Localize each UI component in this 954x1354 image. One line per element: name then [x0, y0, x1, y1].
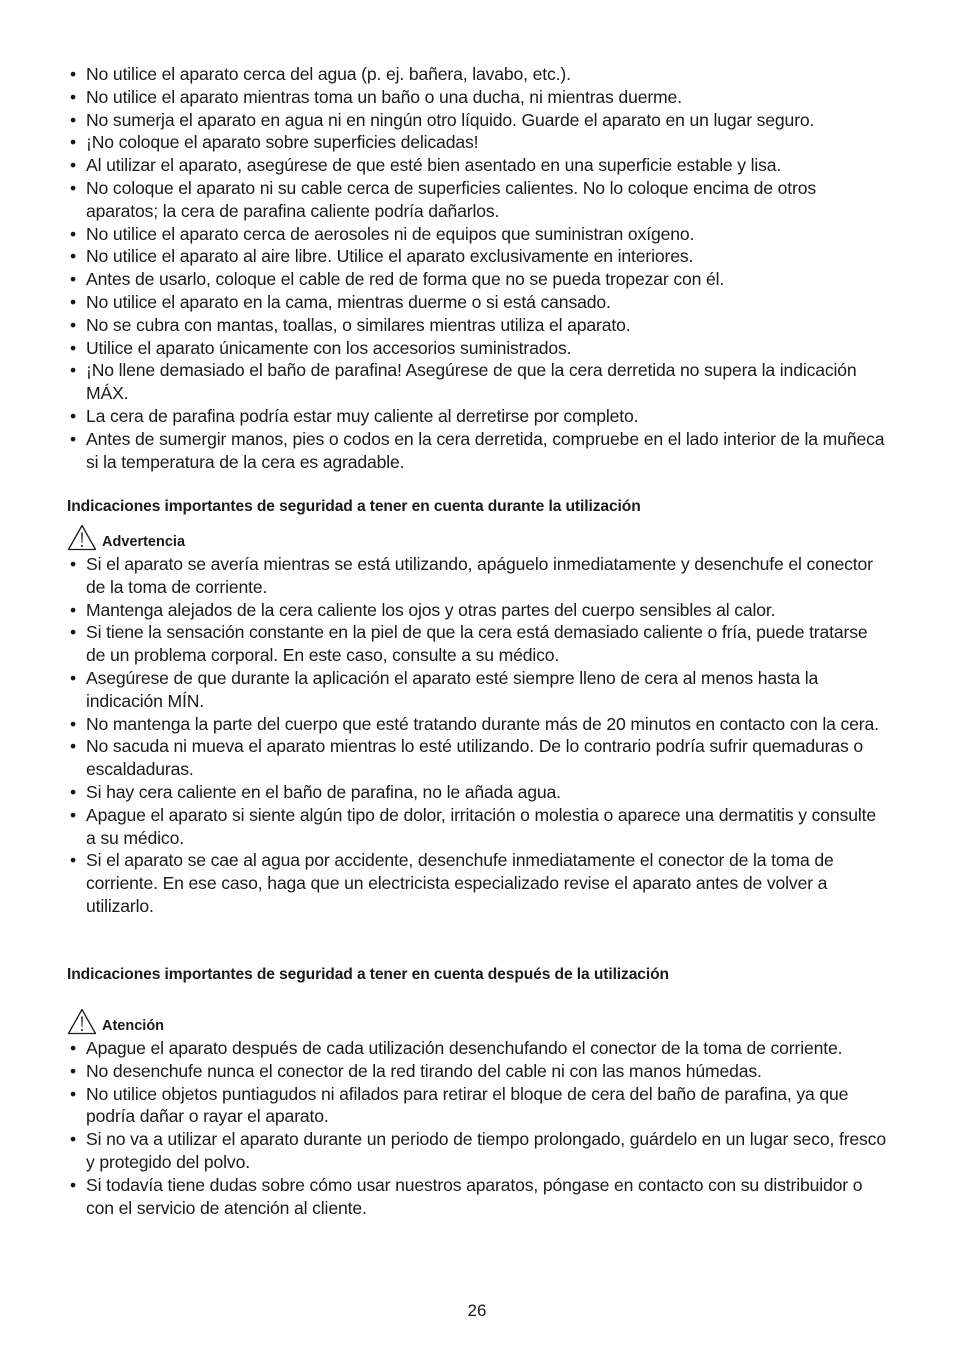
list-item: • No utilice el aparato mientras toma un baño o una ducha, ni mientras duerme.: [68, 86, 888, 109]
list-item: • Antes de usarlo, coloque el cable de red de forma que no se pueda tropezar con él.: [68, 268, 888, 291]
list-item: • No sumerja el aparato en agua ni en ningún otro líquido. Guarde el aparato en un lugar seguro.: [68, 109, 888, 132]
caution-label: Atención: [102, 1018, 165, 1034]
warning-triangle-icon: [67, 524, 97, 551]
during-use-safety-list: [68, 553, 888, 918]
list-item: • ¡No coloque el aparato sobre superficies delicadas!: [68, 131, 888, 154]
list-item: • No utilice el aparato al aire libre. Utilice el aparato exclusivamente en interiores.: [68, 245, 888, 268]
list-item: • No mantenga la parte del cuerpo que esté tratando durante más de 20 minutos en contacto con la cera.: [68, 713, 888, 736]
list-item: • Antes de sumergir manos, pies o codos en la cera derretida, compruebe en el lado interior de la muñeca si la temperatura de la cera es agradable.: [68, 428, 888, 474]
list-item: • Si el aparato se cae al agua por accidente, desenchufe inmediatamente el conector de la toma de corriente. En ese caso, haga que un electricista especializado revise el aparato antes de volver a utilizarlo.: [68, 849, 888, 917]
list-item: • Asegúrese de que durante la aplicación el aparato esté siempre lleno de cera al menos hasta la indicación MÍN.: [68, 667, 888, 713]
list-item: • No utilice el aparato cerca de aerosoles ni de equipos que suministran oxígeno.: [68, 223, 888, 246]
list-item: • Al utilizar el aparato, asegúrese de que esté bien asentado en una superficie estable y lisa.: [68, 154, 888, 177]
list-item: • No se cubra con mantas, toallas, o similares mientras utiliza el aparato.: [68, 314, 888, 337]
list-item: • Si tiene la sensación constante en la piel de que la cera está demasiado caliente o fría, puede tratarse de un problema corporal. En este caso, consulte a su médico.: [68, 621, 888, 667]
list-item: • La cera de parafina podría estar muy caliente al derretirse por completo.: [68, 405, 888, 428]
list-item: • Si todavía tiene dudas sobre cómo usar nuestros aparatos, póngase en contacto con su distribuidor o con el servicio de atención al cliente.: [68, 1174, 888, 1220]
list-item: • Apague el aparato si siente algún tipo de dolor, irritación o molestia o aparece una dermatitis y consulte a su médico.: [68, 804, 888, 850]
list-item: • Utilice el aparato únicamente con los accesorios suministrados.: [68, 337, 888, 360]
after-use-safety-list: [68, 1037, 888, 1219]
list-item: • No sacuda ni mueva el aparato mientras lo esté utilizando. De lo contrario podría sufrir quemaduras o escaldaduras.: [68, 735, 888, 781]
list-item: • Si el aparato se avería mientras se está utilizando, apáguelo inmediatamente y desenchufe el conector de la toma de corriente.: [68, 553, 888, 599]
list-item: • No utilice objetos puntiagudos ni afilados para retirar el bloque de cera del baño de parafina, ya que podría dañar o rayar el aparato.: [68, 1083, 888, 1129]
list-item: • Si hay cera caliente en el baño de parafina, no le añada agua.: [68, 781, 888, 804]
warning-label: Advertencia: [102, 534, 186, 550]
intro-safety-list: [68, 63, 888, 473]
page-number: 26: [467, 1301, 487, 1320]
list-item: • No coloque el aparato ni su cable cerca de superficies calientes. No lo coloque encima de otros aparatos; la cera de parafina caliente podría dañarlos.: [68, 177, 888, 223]
list-item: • Apague el aparato después de cada utilización desenchufando el conector de la toma de corriente.: [68, 1037, 888, 1060]
list-item: • ¡No llene demasiado el baño de parafina! Asegúrese de que la cera derretida no supera la indicación MÁX.: [68, 359, 888, 405]
list-item: • No utilice el aparato en la cama, mientras duerme o si está cansado.: [68, 291, 888, 314]
list-item: • No desenchufe nunca el conector de la red tirando del cable ni con las manos húmedas.: [68, 1060, 888, 1083]
section-heading-after-use: Indicaciones importantes de seguridad a tener en cuenta después de la utilización: [67, 966, 669, 983]
list-item: • Si no va a utilizar el aparato durante un periodo de tiempo prolongado, guárdelo en un lugar seco, fresco y protegido del polvo.: [68, 1128, 888, 1174]
warning-triangle-icon: [67, 1008, 97, 1035]
section-heading-during-use: Indicaciones importantes de seguridad a tener en cuenta durante la utilización: [67, 498, 641, 515]
list-item: • No utilice el aparato cerca del agua (p. ej. bañera, lavabo, etc.).: [68, 63, 888, 86]
list-item: • Mantenga alejados de la cera caliente los ojos y otras partes del cuerpo sensibles al calor.: [68, 599, 888, 622]
